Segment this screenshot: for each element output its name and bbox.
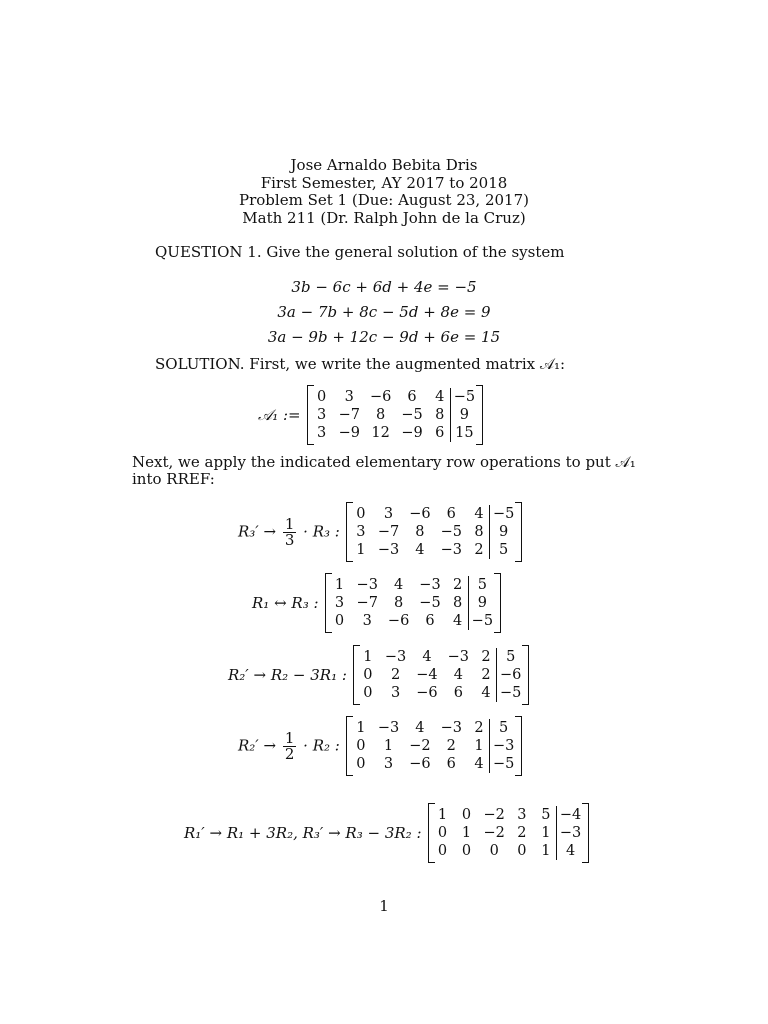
augment-divider xyxy=(489,719,490,773)
matrix-entry: 4 xyxy=(422,649,432,665)
coefficient-block xyxy=(354,719,486,773)
constant-entry: −5 xyxy=(492,756,515,772)
matrix-entry: 3 xyxy=(316,425,327,441)
matrix-entry: 8 xyxy=(453,595,463,611)
matrix-entry: −6 xyxy=(409,506,431,522)
matrix-entry: 8 xyxy=(393,595,404,611)
row-op-3-label: R₂′ → R₂ − 3R₁ : xyxy=(228,666,347,684)
fraction-one-half: $\frac{1}{2}$ xyxy=(284,728,295,763)
matrix-entry: −5 xyxy=(401,407,423,423)
matrix-entry: −3 xyxy=(356,577,378,593)
problem-set-line: Problem Set 1 (Due: August 23, 2017) xyxy=(239,191,529,209)
matrix-entry: 2 xyxy=(481,649,491,665)
augmented-matrix-row xyxy=(258,385,483,445)
matrix-entry: 4 xyxy=(435,389,445,405)
matrix-entry: 3 xyxy=(356,524,366,540)
matrix-entry: 1 xyxy=(334,577,345,593)
constant-entry: 5 xyxy=(499,720,509,736)
matrix-entry: 2 xyxy=(474,542,484,558)
solution-intro: SOLUTION. First, we write the augmented matrix 𝒜₁: xyxy=(155,355,566,373)
matrix-entry: 0 xyxy=(461,807,472,823)
row-op-3 xyxy=(228,645,529,705)
matrix-entry: −6 xyxy=(369,389,392,405)
equation-1: 3b − 6c + 6d + 4e = −5 xyxy=(291,278,477,296)
matrix-entry: −5 xyxy=(440,524,462,540)
matrix-entry: −5 xyxy=(419,595,441,611)
constant-entry: 5 xyxy=(506,649,516,665)
matrix-entry: 6 xyxy=(446,756,456,772)
matrix-entry: 4 xyxy=(393,577,404,593)
matrix-entry: 4 xyxy=(453,667,463,683)
row-op-4 xyxy=(238,716,522,776)
augmented-matrix-label: 𝒜₁ := xyxy=(258,406,301,424)
matrix-entry: 8 xyxy=(435,407,445,423)
matrix-entry: 0 xyxy=(437,843,448,859)
constants-block xyxy=(493,719,514,773)
matrix-entry: 0 xyxy=(517,843,527,859)
matrix-entry: −2 xyxy=(483,825,505,841)
matrix-entry: 8 xyxy=(376,407,386,423)
author-name: Jose Arnaldo Bebita Dris xyxy=(290,156,478,174)
row-op-4-label: R₂′ → $\frac{1}{2}$ · R₂ : xyxy=(238,728,340,763)
matrix-step-3 xyxy=(353,645,530,705)
matrix-entry: −7 xyxy=(338,407,360,423)
matrix-entry: 12 xyxy=(371,425,390,441)
constants-block xyxy=(472,576,493,630)
matrix-entry: −7 xyxy=(356,595,378,611)
matrix-entry: 2 xyxy=(474,720,484,736)
matrix-entry: 4 xyxy=(474,506,484,522)
matrix-step-1 xyxy=(346,502,523,562)
matrix-step-2 xyxy=(325,573,502,633)
constant-entry: −4 xyxy=(559,807,582,823)
matrix-entry: −7 xyxy=(377,524,400,540)
equation-3: 3a − 9b + 12c − 9d + 6e = 15 xyxy=(267,328,501,346)
coefficient-block xyxy=(315,388,447,442)
matrix-entry: −3 xyxy=(447,649,470,665)
matrix-step-5 xyxy=(428,803,590,863)
constant-entry: 5 xyxy=(499,542,509,558)
constants-block xyxy=(454,388,475,442)
matrix-step-4 xyxy=(346,716,523,776)
augmented-matrix xyxy=(307,385,484,445)
matrix-entry: 4 xyxy=(415,720,425,736)
matrix-entry: 0 xyxy=(363,667,373,683)
row-op-5 xyxy=(184,803,589,863)
matrix-entry: 6 xyxy=(425,613,435,629)
constant-entry: 4 xyxy=(565,843,576,859)
matrix-entry: 0 xyxy=(489,843,499,859)
row-op-5-label: R₁′ → R₁ + 3R₂, R₃′ → R₃ − 3R₂ : xyxy=(184,824,422,842)
matrix-entry: 1 xyxy=(461,825,472,841)
matrix-entry: −3 xyxy=(377,542,400,558)
matrix-entry: −6 xyxy=(387,613,410,629)
matrix-entry: 0 xyxy=(356,756,366,772)
matrix-entry: 3 xyxy=(362,613,372,629)
fraction-one-third: $\frac{1}{3}$ xyxy=(284,514,295,549)
matrix-entry: 2 xyxy=(481,667,491,683)
matrix-entry: 3 xyxy=(383,506,394,522)
matrix-entry: −9 xyxy=(401,425,423,441)
matrix-entry: 2 xyxy=(390,667,401,683)
matrix-entry: 0 xyxy=(356,738,366,754)
matrix-entry: 3 xyxy=(383,756,394,772)
matrix-entry: −3 xyxy=(419,577,441,593)
matrix-entry: 4 xyxy=(481,685,491,701)
next-text: Next, we apply the indicated elementary row operations to put 𝒜₁ into RREF: xyxy=(132,453,636,488)
constant-entry: −3 xyxy=(492,738,515,754)
matrix-entry: 8 xyxy=(474,524,484,540)
matrix-entry: 5 xyxy=(541,807,551,823)
constant-entry: −5 xyxy=(471,613,494,629)
constants-block xyxy=(493,505,514,559)
matrix-entry: −3 xyxy=(440,542,462,558)
matrix-entry: 0 xyxy=(363,685,373,701)
augment-divider xyxy=(496,648,497,702)
matrix-entry: 4 xyxy=(453,613,463,629)
matrix-entry: 4 xyxy=(415,542,425,558)
matrix-entry: 6 xyxy=(453,685,463,701)
matrix-entry: 6 xyxy=(407,389,417,405)
matrix-entry: 1 xyxy=(474,738,484,754)
matrix-entry: 3 xyxy=(517,807,527,823)
header-block xyxy=(0,157,768,227)
matrix-entry: −2 xyxy=(409,738,431,754)
constant-entry: −5 xyxy=(500,685,522,701)
matrix-entry: 6 xyxy=(435,425,445,441)
matrix-entry: 2 xyxy=(517,825,527,841)
constant-entry: 9 xyxy=(459,407,470,423)
matrix-entry: −4 xyxy=(416,667,438,683)
matrix-entry: 1 xyxy=(541,825,551,841)
constants-block xyxy=(560,806,581,860)
matrix-entry: 1 xyxy=(363,649,373,665)
augment-divider xyxy=(556,806,557,860)
matrix-entry: 4 xyxy=(474,756,484,772)
matrix-entry: −2 xyxy=(483,807,505,823)
matrix-entry: −3 xyxy=(377,720,400,736)
matrix-entry: 8 xyxy=(415,524,425,540)
constant-entry: −5 xyxy=(453,389,476,405)
matrix-entry: 3 xyxy=(390,685,401,701)
matrix-entry: 1 xyxy=(437,807,448,823)
semester-line: First Semester, AY 2017 to 2018 xyxy=(260,173,508,192)
constants-block xyxy=(500,648,521,702)
augment-divider xyxy=(450,388,451,442)
matrix-entry: 0 xyxy=(356,506,366,522)
matrix-entry: 2 xyxy=(453,577,463,593)
constant-entry: −5 xyxy=(492,506,515,522)
row-op-1 xyxy=(238,502,522,562)
matrix-entry: 3 xyxy=(316,407,327,423)
matrix-entry: 3 xyxy=(344,389,354,405)
row-op-1-label: R₃′ → $\frac{1}{3}$ · R₃ : xyxy=(238,514,340,549)
matrix-entry: 1 xyxy=(356,542,366,558)
matrix-entry: 0 xyxy=(461,843,472,859)
constant-entry: 9 xyxy=(477,595,487,611)
course-line: Math 211 (Dr. Ralph John de la Cruz) xyxy=(242,208,526,227)
constant-entry: 9 xyxy=(499,524,509,540)
constant-entry: 5 xyxy=(477,577,487,593)
coefficient-block xyxy=(333,576,465,630)
constant-entry: −6 xyxy=(500,667,522,683)
matrix-entry: 1 xyxy=(383,738,394,754)
matrix-entry: −6 xyxy=(409,756,431,772)
matrix-entry: 2 xyxy=(446,738,456,754)
constant-entry: −3 xyxy=(559,825,582,841)
row-op-2 xyxy=(252,573,501,633)
matrix-entry: 3 xyxy=(334,595,345,611)
matrix-entry: 1 xyxy=(541,843,551,859)
constant-entry: 15 xyxy=(455,425,474,441)
augment-divider xyxy=(468,576,469,630)
equation-2: 3a − 7b + 8c − 5d + 8e = 9 xyxy=(277,303,491,321)
matrix-entry: 6 xyxy=(446,506,456,522)
row-op-2-label: R₁ ↔ R₃ : xyxy=(252,594,319,612)
matrix-entry: 1 xyxy=(356,720,366,736)
coefficient-block xyxy=(436,806,553,860)
matrix-entry: 0 xyxy=(334,613,345,629)
matrix-entry: 0 xyxy=(437,825,448,841)
question-text: QUESTION 1. Give the general solution of the system xyxy=(155,243,565,261)
matrix-entry: −6 xyxy=(416,685,438,701)
matrix-entry: 0 xyxy=(316,389,327,405)
coefficient-block xyxy=(354,505,486,559)
matrix-entry: −9 xyxy=(338,425,360,441)
augment-divider xyxy=(489,505,490,559)
matrix-entry: −3 xyxy=(384,649,407,665)
page-number: 1 xyxy=(379,897,389,915)
coefficient-block xyxy=(361,648,493,702)
matrix-entry: −3 xyxy=(440,720,462,736)
